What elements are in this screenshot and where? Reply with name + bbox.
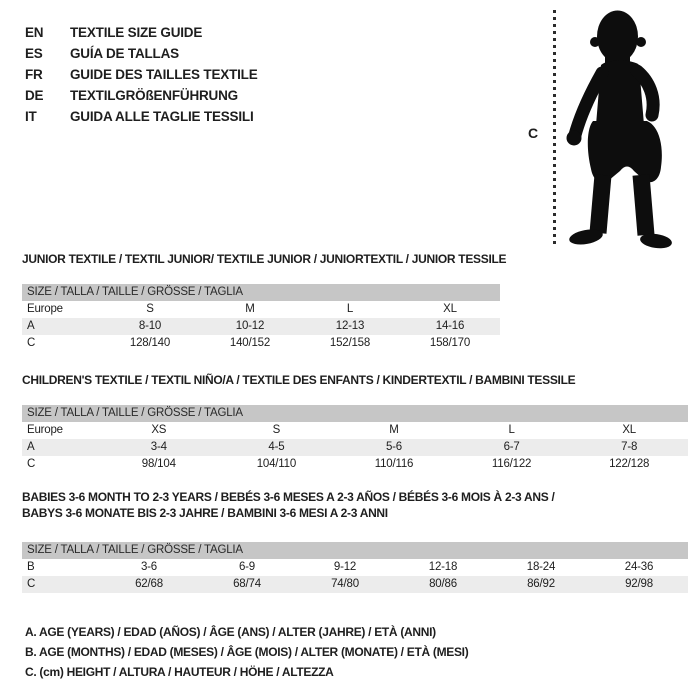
table-row [22, 456, 688, 473]
row-label: C [27, 458, 36, 470]
size-cell: L [346, 303, 354, 315]
size-cell: 24-36 [624, 561, 654, 573]
size-cell: XL [443, 303, 457, 315]
size-cell: 140/152 [229, 337, 271, 349]
row-label: A [27, 320, 35, 332]
table-row [22, 301, 500, 318]
size-cell: 3-6 [140, 561, 158, 573]
language-code: ES [25, 46, 43, 61]
legend-notes [25, 622, 468, 682]
language-row-fr [25, 64, 258, 85]
language-row-it [25, 106, 258, 127]
height-measure-label: C [528, 125, 538, 141]
babies-textile-table [22, 489, 688, 593]
language-title: GUIDA ALLE TAGLIE TESSILI [70, 109, 254, 124]
size-cell: 9-12 [333, 561, 357, 573]
size-cell: 4-5 [268, 441, 285, 453]
language-title: GUÍA DE TALLAS [70, 46, 179, 61]
table-title-line: CHILDREN'S TEXTILE / TEXTIL NIÑO/A / TEXTILE DES ENFANTS / KINDERTEXTIL / BAMBINI TESSILE [22, 373, 576, 387]
size-cell: 74/80 [331, 578, 359, 590]
row-label: Europe [27, 303, 63, 315]
size-cell: 12-18 [428, 561, 458, 573]
table-row [22, 559, 688, 576]
size-cell: 158/170 [429, 337, 471, 349]
language-row-es [25, 43, 258, 64]
size-cell: 3-4 [150, 441, 167, 453]
row-label: Europe [27, 424, 63, 436]
size-cell: L [508, 424, 515, 436]
language-row-en [25, 22, 258, 43]
size-cell: 110/116 [374, 458, 414, 470]
language-code: IT [25, 109, 37, 124]
table-title-line: JUNIOR TEXTILE / TEXTIL JUNIOR/ TEXTILE JUNIOR / JUNIORTEXTIL / JUNIOR TESSILE [22, 252, 507, 266]
legend-note-line: C. (cm) HEIGHT / ALTURA / HAUTEUR / HÖHE / ALTEZZA [25, 665, 334, 679]
legend-note-line: A. AGE (YEARS) / EDAD (AÑOS) / ÂGE (ANS) / ALTER (JAHRE) / ETÀ (ANNI) [25, 625, 436, 639]
language-row-de [25, 85, 258, 106]
row-label: B [27, 561, 35, 573]
junior-textile-table [22, 251, 507, 352]
size-cell: 98/104 [141, 458, 176, 470]
language-code: DE [25, 88, 44, 103]
size-header-bar: SIZE / TALLA / TAILLE / GRÖSSE / TAGLIA [22, 405, 688, 422]
size-cell: 6-9 [238, 561, 256, 573]
table-title-line: BABIES 3-6 MONTH TO 2-3 YEARS / BEBÉS 3-6 MESES A 2-3 AÑOS / BÉBÉS 3-6 MOIS À 2-3 ANS / [22, 490, 555, 504]
toddler-silhouette-icon [557, 5, 698, 250]
size-cell: XL [622, 424, 636, 436]
size-cell: XS [151, 424, 167, 436]
row-label: A [27, 441, 35, 453]
table-row [22, 422, 688, 439]
table-title [22, 489, 688, 521]
language-list [25, 22, 258, 127]
size-cell: 62/68 [135, 578, 163, 590]
size-cell: 92/98 [625, 578, 653, 590]
language-title: GUIDE DES TAILLES TEXTILE [70, 67, 258, 82]
size-cell: S [146, 303, 154, 315]
size-cell: 5-6 [385, 441, 402, 453]
size-header-bar: SIZE / TALLA / TAILLE / GRÖSSE / TAGLIA [22, 284, 500, 301]
language-title: TEXTILE SIZE GUIDE [70, 25, 203, 40]
language-code: FR [25, 67, 43, 82]
size-cell: 86/92 [527, 578, 555, 590]
table-title [22, 251, 507, 267]
size-cell: 12-13 [335, 320, 365, 332]
size-cell: 14-16 [435, 320, 465, 332]
size-cell: 116/122 [491, 458, 532, 470]
table-row [22, 335, 500, 352]
language-title: TEXTILGRÖßENFÜHRUNG [70, 88, 238, 103]
table-title-line: BABYS 3-6 MONATE BIS 2-3 JAHRE / BAMBINI 3-6 MESI A 2-3 ANNI [22, 506, 388, 520]
size-cell: M [245, 303, 255, 315]
table-title [22, 372, 688, 388]
size-cell: S [272, 424, 281, 436]
size-cell: 122/128 [609, 458, 650, 470]
size-cell: 6-7 [503, 441, 520, 453]
size-cell: 8-10 [138, 320, 162, 332]
size-cell: 68/74 [233, 578, 261, 590]
table-row [22, 576, 688, 593]
table-row [22, 318, 500, 335]
size-cell: 80/86 [429, 578, 457, 590]
size-cell: 7-8 [621, 441, 638, 453]
size-cell: 152/158 [329, 337, 371, 349]
size-cell: 104/110 [256, 458, 297, 470]
language-code: EN [25, 25, 44, 40]
table-row [22, 439, 688, 456]
row-label: C [27, 337, 36, 349]
size-cell: 128/140 [129, 337, 171, 349]
size-cell: M [389, 424, 399, 436]
legend-note-line: B. AGE (MONTHS) / EDAD (MESES) / ÂGE (MOIS) / ALTER (MONATE) / ETÀ (MESI) [25, 645, 469, 659]
height-measure-dotted-line [553, 10, 556, 248]
childrens-textile-table [22, 372, 688, 473]
size-cell: 18-24 [526, 561, 556, 573]
size-header-bar: SIZE / TALLA / TAILLE / GRÖSSE / TAGLIA [22, 542, 688, 559]
row-label: C [27, 578, 36, 590]
size-cell: 10-12 [235, 320, 265, 332]
